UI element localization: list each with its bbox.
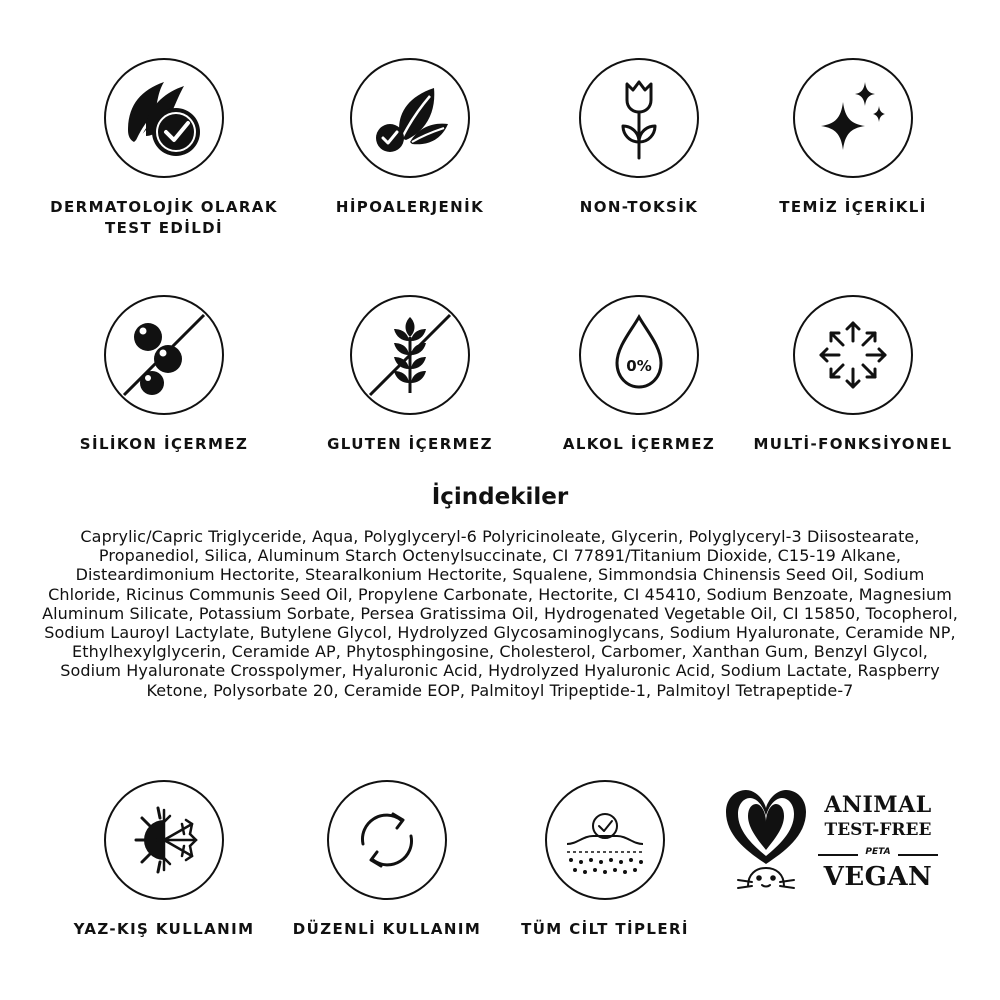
badge-label: GLUTEN İÇERMEZ	[327, 435, 493, 453]
alcohol-percent-text: 0%	[626, 357, 652, 375]
badge-label: YAZ-KIŞ KULLANIM	[73, 920, 255, 938]
ingredients-list: Caprylic/Capric Triglyceride, Aqua, Polyglyceryl-6 Polyricinoleate, Glycerin, Polyglyceryl-3 Diisostearate, Propanediol, Silica, Aluminum Starch Octenylsuccinate, CI 77891/Titanium Dioxide, C15-19 Alkane, Disteardimonium Hectorite, Stearalkonium Hectorite, Squalene, Simmondsia Chinensis Seed Oil, Sodium Chloride, Ricinus Communis Seed Oil, Propylene Carbonate, Hectorite, CI 45410, Sodium Benzoate, Magnesium Aluminum Silicate, Potassium Sorbate, Persea Gratissima Oil, Hydrogenated Vegetable Oil, CI 15850, Tocopherol, Sodium Lauroyl Lactylate, Butylene Glycol, Hydrolyzed Glycosaminoglycans, Sodium Hyaluronate, Ceramide NP, Ethylhexylglycerin, Ceramide AP, Phytosphingosine, Cholesterol, Carbomer, Xanthan Gum, Benzyl Glycol, Sodium Hyaluronate Crosspolymer, Hyaluronic Acid, Hydrolyzed Hyaluronic Acid, Sodium Lactate, Raspberry Ketone, Polysorbate 20, Ceramide EOP, Palmitoyl Tripeptide-1, Palmitoyl Tetrapeptide-7	[42, 527, 958, 700]
badge-circle	[104, 780, 224, 900]
badge-label: NON-TOKSİK	[579, 198, 699, 216]
drop-zero-percent-icon	[581, 297, 697, 413]
peta-animal-test-free-vegan-logo	[718, 786, 958, 898]
badge-alcohol-free	[519, 295, 759, 455]
badge-label: TÜM CİLT TİPLERİ	[521, 920, 689, 938]
no-gluten-wheat-icon	[352, 297, 468, 413]
sun-snowflake-icon	[106, 782, 222, 898]
tulip-icon	[581, 60, 697, 176]
peta-logo-text: PETA	[858, 847, 898, 857]
badge-multifunctional	[733, 295, 973, 455]
badge-label: DERMATOLOJİK OLARAK TEST EDİLDİ	[50, 198, 278, 237]
badge-circle	[545, 780, 665, 900]
badge-label: SİLİKON İÇERMEZ	[79, 435, 249, 453]
badge-circle	[579, 58, 699, 178]
peta-line-test-free: TEST-FREE	[824, 820, 932, 840]
leaves-check-icon	[352, 60, 468, 176]
badge-hypoallergenic	[290, 58, 530, 218]
badge-label: DÜZENLİ KULLANIM	[292, 920, 482, 938]
leaf-check-icon	[106, 60, 222, 176]
badge-circle	[350, 295, 470, 415]
badge-all-skin-types	[485, 780, 725, 940]
badge-clean-ingredients	[733, 58, 973, 218]
badge-label: ALKOL İÇERMEZ	[562, 435, 716, 453]
badge-circle	[104, 58, 224, 178]
badge-dermatologically-tested	[44, 58, 284, 239]
sparkles-icon	[795, 60, 911, 176]
badge-regular-use	[267, 780, 507, 940]
cycle-arrows-icon	[329, 782, 445, 898]
badge-circle	[579, 295, 699, 415]
badge-summer-winter-use	[44, 780, 284, 940]
ingredients-title: İçindekiler	[431, 484, 569, 510]
peta-line-animal: ANIMAL	[824, 792, 932, 818]
skin-layers-icon	[547, 782, 663, 898]
badge-label: TEMİZ İÇERİKLİ	[779, 198, 927, 216]
badge-circle	[104, 295, 224, 415]
bunny-ears-heart-icon	[718, 786, 814, 898]
badge-circle	[327, 780, 447, 900]
badge-label: MULTİ-FONKSİYONEL	[753, 435, 953, 453]
peta-line-vegan: VEGAN	[823, 862, 933, 892]
badge-label: HİPOALERJENİK	[335, 198, 485, 216]
badge-non-toxic	[519, 58, 759, 218]
badge-circle	[793, 58, 913, 178]
badge-silicone-free	[44, 295, 284, 455]
badge-circle	[350, 58, 470, 178]
badge-circle	[793, 295, 913, 415]
no-silicone-icon	[106, 297, 222, 413]
badge-gluten-free	[290, 295, 530, 455]
multi-arrows-icon	[795, 297, 911, 413]
